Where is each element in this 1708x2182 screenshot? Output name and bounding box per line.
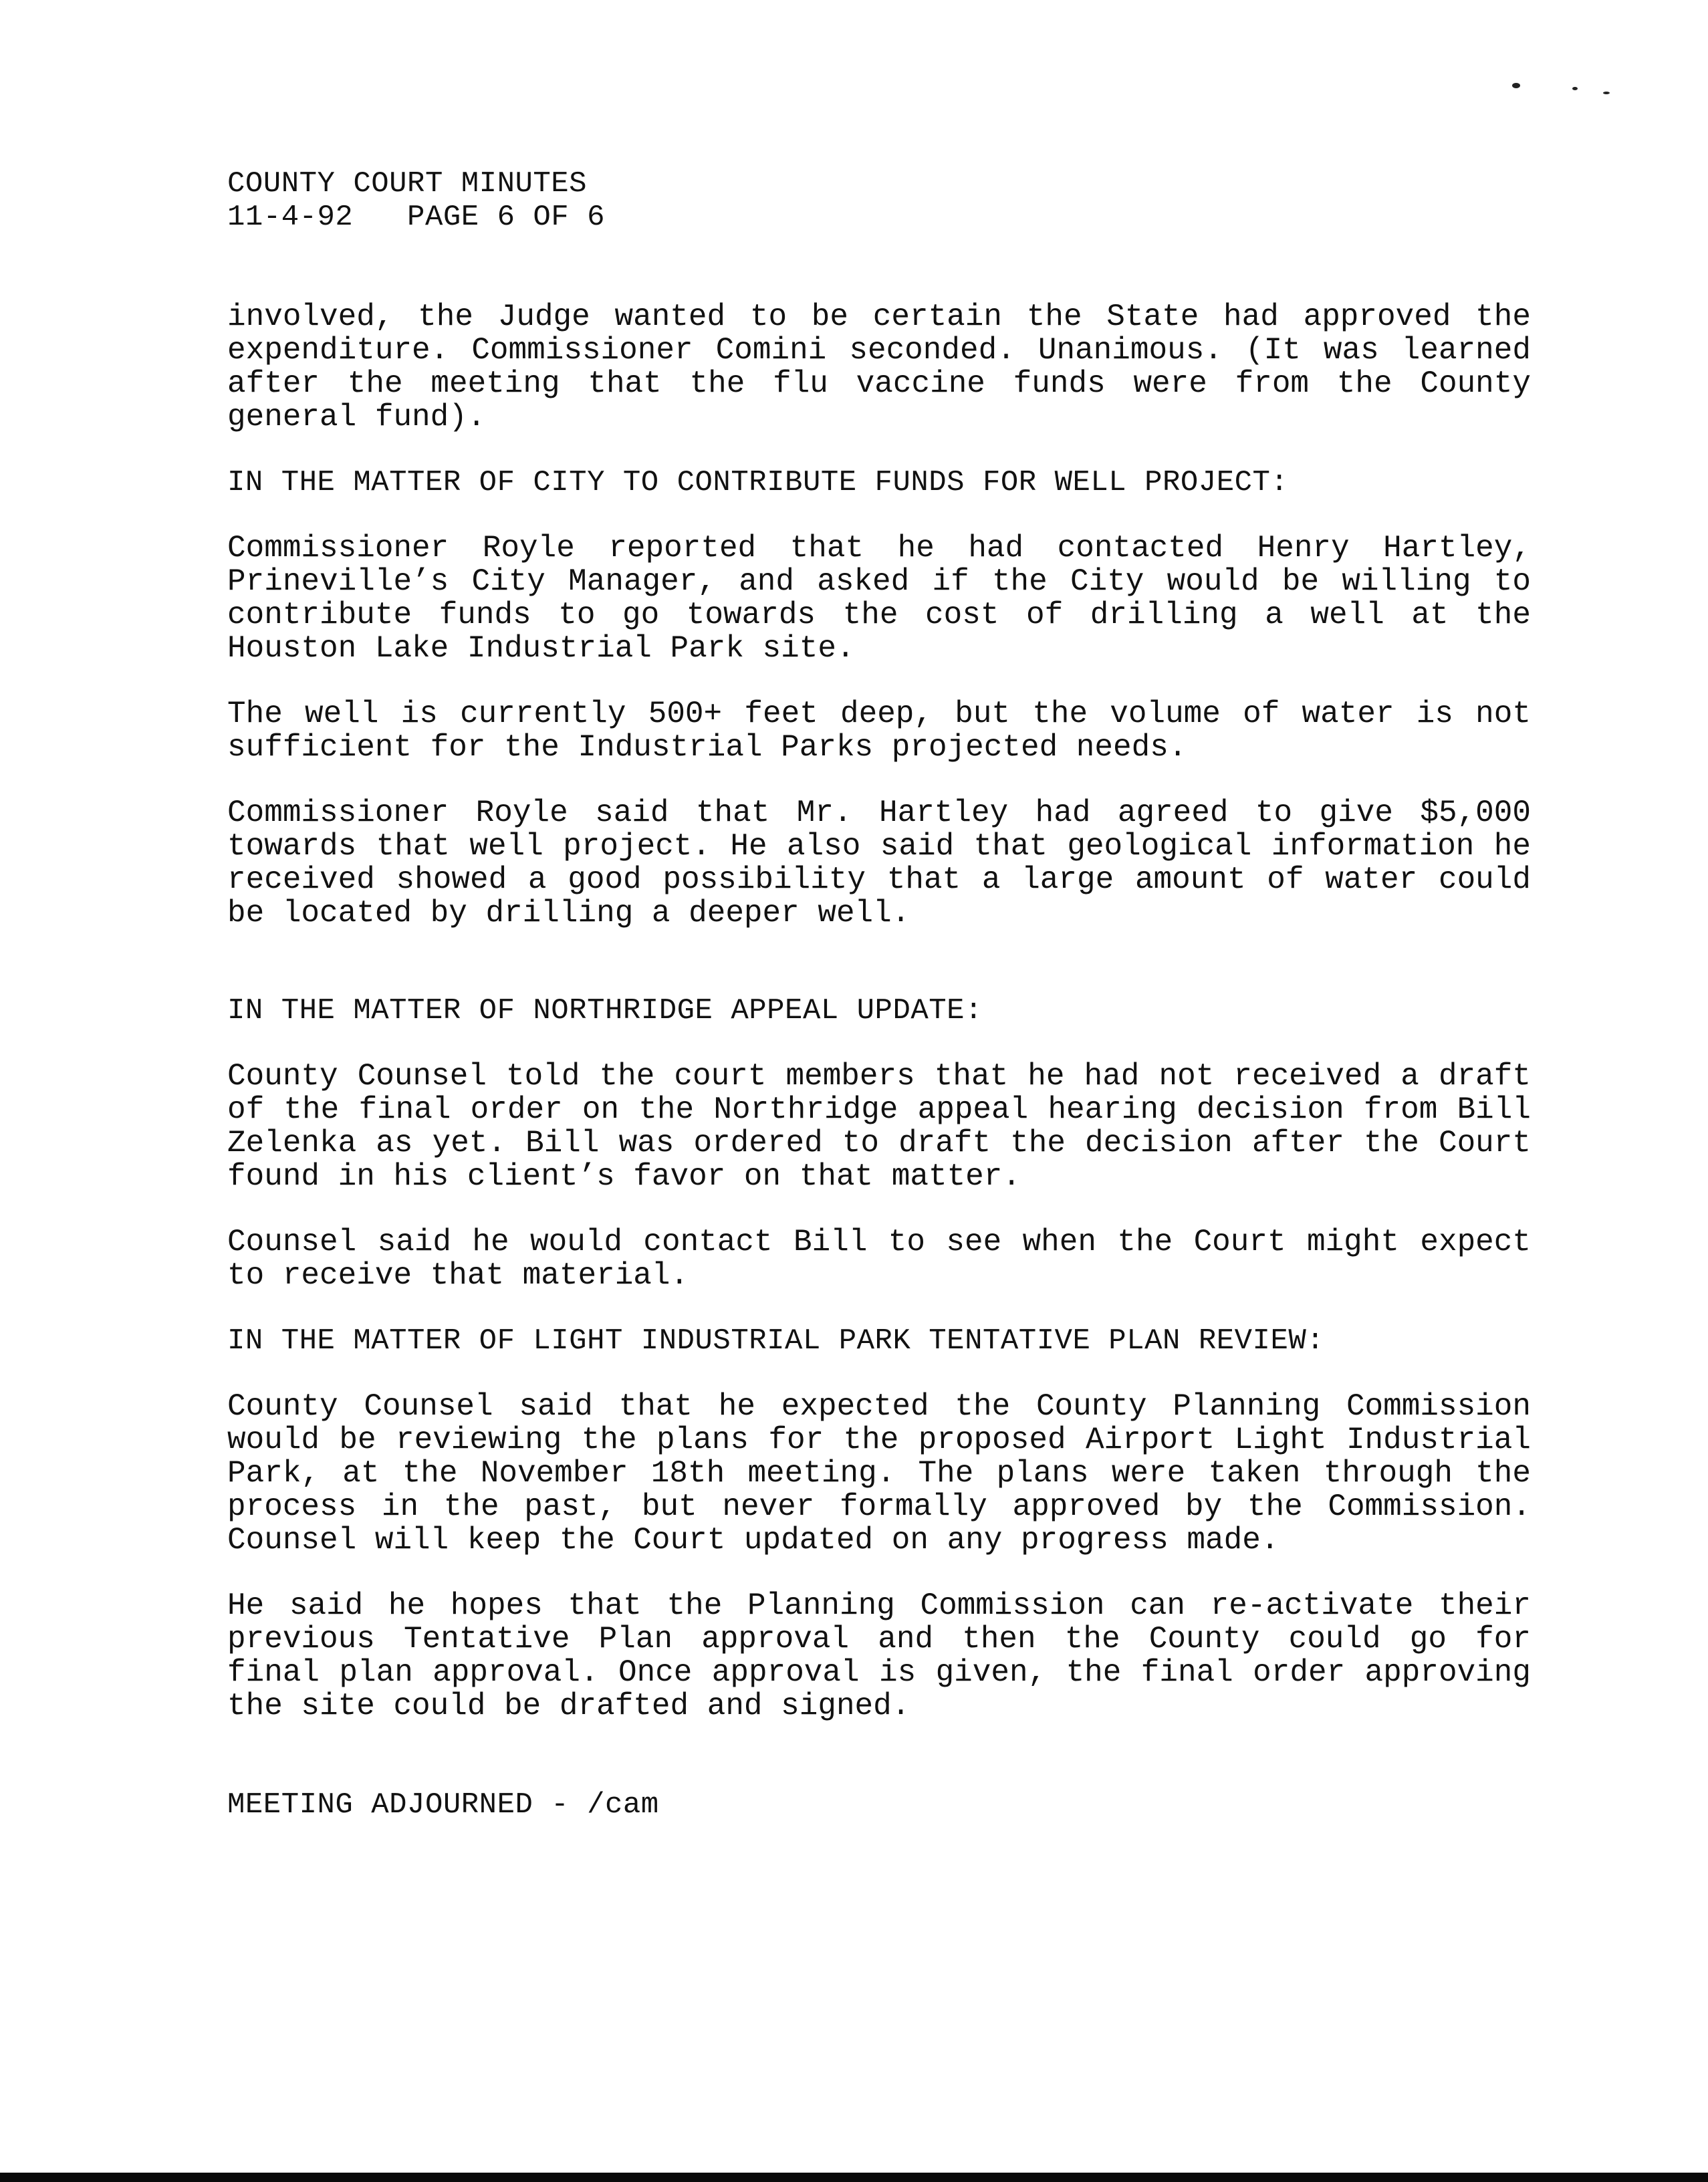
scan-speck xyxy=(1512,83,1520,88)
heading-industrial-park: IN THE MATTER OF LIGHT INDUSTRIAL PARK TENTATIVE PLAN REVIEW: xyxy=(227,1324,1325,1358)
heading-well-project: IN THE MATTER OF CITY TO CONTRIBUTE FUNDS FOR WELL PROJECT: xyxy=(227,466,1289,499)
paragraph-planning-review: County Counsel said that he expected the County Planning Commission would be reviewing the plans for the proposed Airport Light Industrial Park, at the November 18th meeting. The plans were taken through the process in the past, but never formally approved by the Commission. Counsel will keep the Court updated on any progress made. xyxy=(227,1389,1531,1558)
heading-northridge-appeal: IN THE MATTER OF NORTHRIDGE APPEAL UPDATE: xyxy=(227,994,983,1027)
paragraph-flu-vaccine: involved, the Judge wanted to be certain the State had approved the expenditure. Commissioner Comini seconded. Unanimous. (It was learned after the meeting that the flu vaccine funds were from the County general fund). xyxy=(227,299,1531,435)
minutes-content xyxy=(227,167,1531,1822)
meeting-adjourned: MEETING ADJOURNED - /cam xyxy=(227,1788,659,1822)
scan-speck xyxy=(1572,87,1578,90)
paragraph-counsel-draft: County Counsel told the court members that he had not received a draft of the final order on the Northridge appeal hearing decision from Bill Zelenka as yet. Bill was ordered to draft the decision after the Court found in his client’s favor on that matter. xyxy=(227,1059,1531,1194)
paragraph-hartley-funds: Commissioner Royle said that Mr. Hartley had agreed to give $5,000 towards that well project. He also said that geological information he received showed a good possibility that a large amount of water could be located by drilling a deeper well. xyxy=(227,796,1531,931)
paragraph-reactivate-plan: He said he hopes that the Planning Commission can re-activate their previous Tentative Plan approval and then the County could go for final plan approval. Once approval is given, the final order approving the site could be drafted and signed. xyxy=(227,1588,1531,1723)
document-title: COUNTY COURT MINUTES xyxy=(227,167,588,201)
paragraph-royle-contact: Commissioner Royle reported that he had contacted Henry Hartley, Prineville’s City Manager, and asked if the City would be willing to contribute funds to go towards the cost of drilling a well at the Houston Lake Industrial Park site. xyxy=(227,531,1531,666)
scan-bottom-edge xyxy=(0,2173,1708,2182)
paragraph-counsel-contact: Counsel said he would contact Bill to see when the Court might expect to receive that material. xyxy=(227,1225,1531,1293)
date-page-line: 11-4-92 PAGE 6 OF 6 xyxy=(227,201,605,234)
paragraph-well-depth: The well is currently 500+ feet deep, but the volume of water is not sufficient for the Industrial Parks projected needs. xyxy=(227,697,1531,765)
scan-speck xyxy=(1603,92,1610,94)
